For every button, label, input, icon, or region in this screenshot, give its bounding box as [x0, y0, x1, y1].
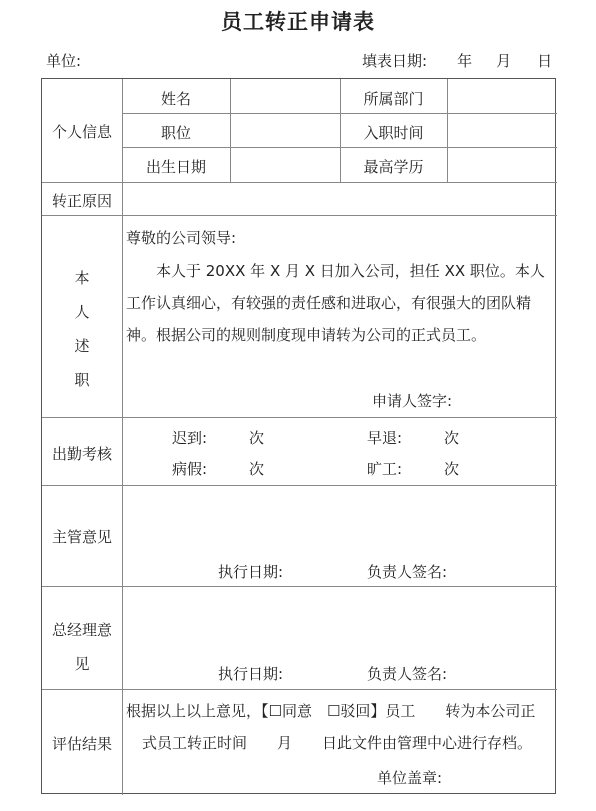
name-label: 姓名: [160, 90, 191, 108]
late-label: 迟到:: [172, 429, 208, 447]
gm-opinion-field[interactable]: [122, 588, 557, 658]
gm-opinion-label: [42, 613, 122, 681]
statement-label-char: 述: [74, 337, 90, 355]
education-field[interactable]: [447, 147, 557, 182]
statement-line-1: 本人于 20XX 年 X 月 X 日加入公司，担任 XX 职位。本人: [156, 262, 545, 280]
birth-date-label: 出生日期: [145, 158, 206, 176]
statement-greeting: 尊敬的公司领导:: [126, 229, 237, 247]
fill-date: [362, 50, 552, 71]
unit-label: 单位:: [46, 52, 82, 70]
result-line-1: 根据以上以上意见，【☐同意 ☐驳回】员工 转为本公司正: [126, 702, 536, 720]
sick-leave-label: 病假:: [172, 460, 208, 478]
early-leave-label: 早退:: [367, 429, 403, 447]
statement-line-3: 神。根据公司的规则制度现申请转为公司的正式员工。: [126, 326, 487, 344]
attendance-label: 出勤考核: [51, 445, 112, 463]
department-label: 所属部门: [363, 90, 424, 108]
gm-opinion-label-line: 总经理意: [51, 621, 112, 639]
result-line-2: 式员工转正时间 月 日此文件由管理中心进行存档。: [142, 734, 533, 752]
name-field[interactable]: [230, 79, 340, 113]
day-label: 日: [537, 52, 553, 70]
self-statement-label: [42, 261, 122, 397]
statement-label-char: 职: [74, 371, 90, 389]
gm-exec-date-label: 执行日期:: [218, 665, 284, 683]
personal-info-label: 个人信息: [51, 123, 112, 141]
application-form-table: [41, 78, 556, 794]
birth-date-field[interactable]: [230, 147, 340, 182]
supervisor-opinion-label: 主管意见: [51, 528, 112, 546]
position-field[interactable]: [230, 113, 340, 147]
form-title: 员工转正申请表: [221, 10, 375, 34]
unit-seal-label: 单位盖章:: [377, 769, 443, 787]
reason-field[interactable]: [122, 182, 557, 215]
reason-label: 转正原因: [51, 192, 112, 210]
department-field[interactable]: [447, 79, 557, 113]
month-label: 月: [496, 52, 512, 70]
applicant-signature-label: 申请人签字:: [372, 392, 453, 410]
statement-label-char: 本: [74, 269, 90, 287]
fill-date-label: 填表日期:: [362, 52, 428, 70]
evaluation-result-label: 评估结果: [51, 735, 112, 753]
supervisor-opinion-field[interactable]: [122, 487, 557, 557]
statement-line-2: 工作认真细心，有较强的责任感和进取心，有很强大的团队精: [126, 294, 532, 312]
statement-label-char: 人: [74, 303, 90, 321]
absence-times-unit: 次: [444, 460, 460, 478]
gm-opinion-label-line: 见: [74, 655, 90, 673]
early-leave-times-unit: 次: [444, 429, 460, 447]
supervisor-exec-date-label: 执行日期:: [218, 563, 284, 581]
sick-leave-times-unit: 次: [249, 460, 265, 478]
hire-date-label: 入职时间: [363, 124, 424, 142]
year-label: 年: [457, 52, 473, 70]
gm-signature-label: 负责人签名:: [367, 665, 448, 683]
hire-date-field[interactable]: [447, 113, 557, 147]
position-label: 职位: [160, 124, 191, 142]
supervisor-signature-label: 负责人签名:: [367, 563, 448, 581]
absence-label: 旷工:: [367, 460, 403, 478]
late-times-unit: 次: [249, 429, 265, 447]
education-label: 最高学历: [363, 158, 424, 176]
